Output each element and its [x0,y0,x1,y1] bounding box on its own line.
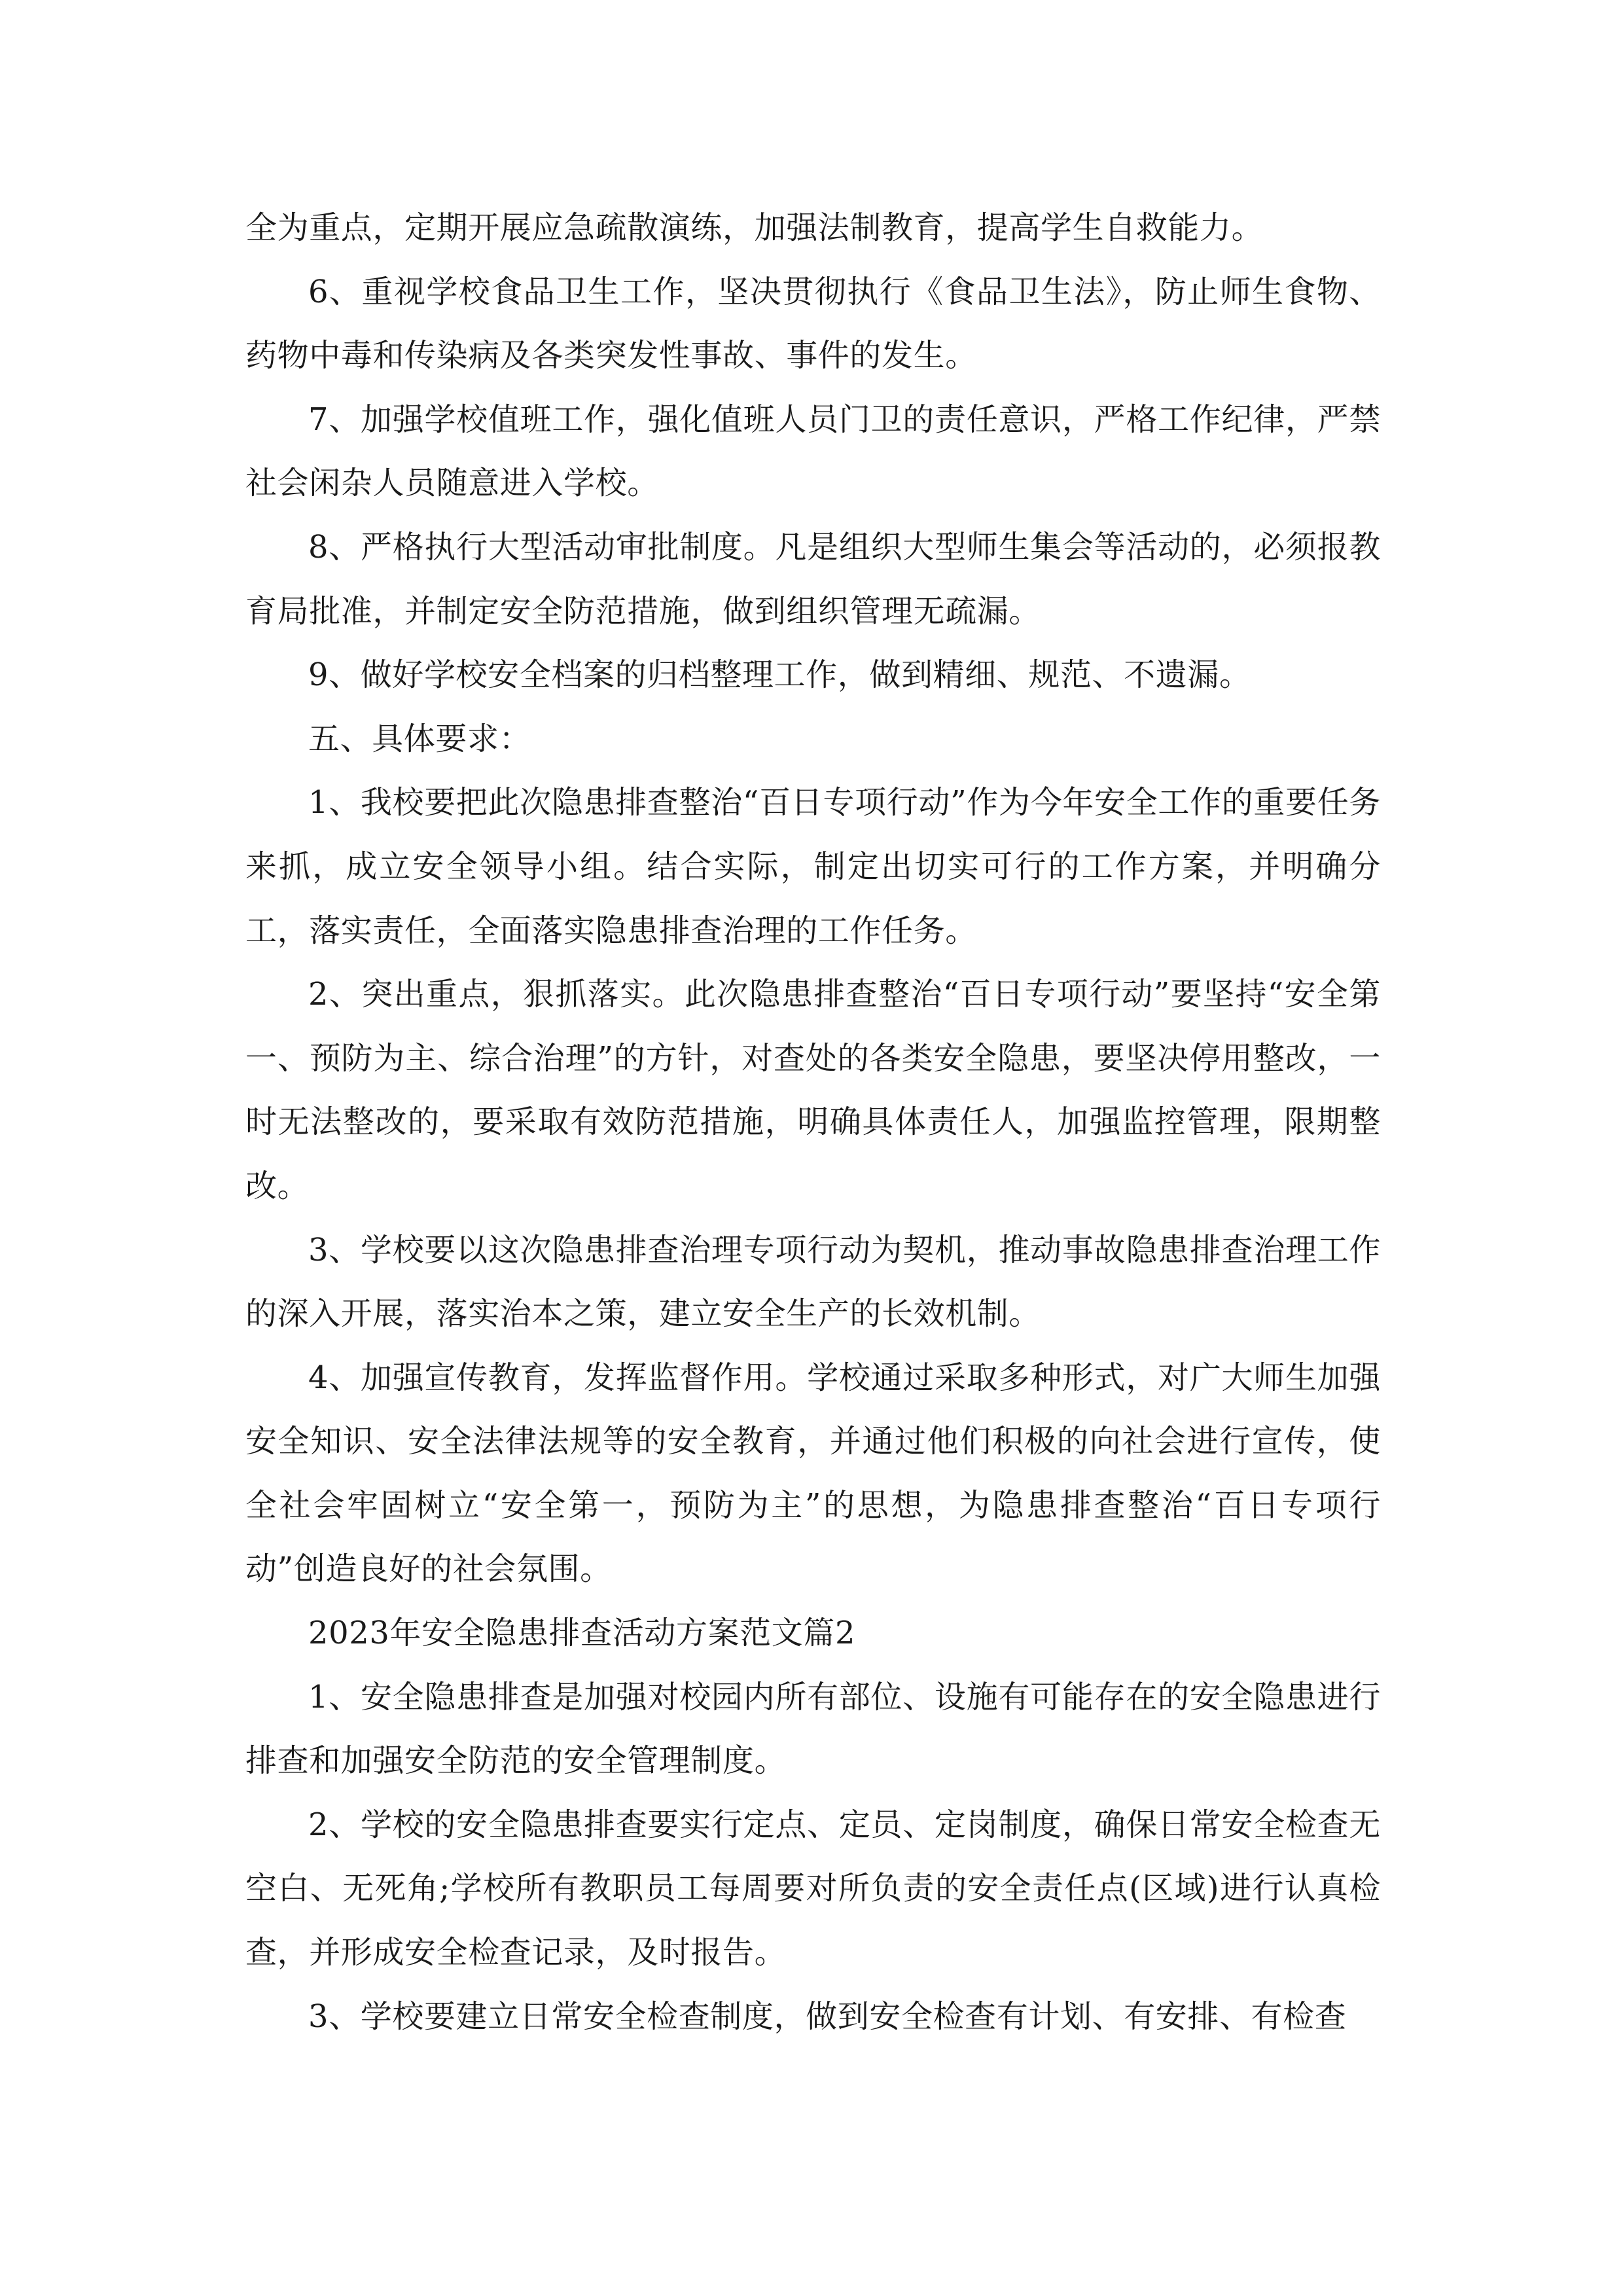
paragraph-item-7: 7、加强学校值班工作，强化值班人员门卫的责任意识，严格工作纪律，严禁社会闲杂人员随意进入学校。 [245,401,1381,502]
paragraph-part2-item-1: 1、安全隐患排查是加强对校园内所有部位、设施有可能存在的安全隐患进行排查和加强安全防范的安全管理制度。 [245,1678,1381,1780]
document-body [245,196,1381,2049]
paragraph-part2-item-2: 2、学校的安全隐患排查要实行定点、定员、定岗制度，确保日常安全检查无空白、无死角;学校所有教职员工每周要对所负责的安全责任点(区域)进行认真检查，并形成安全检查记录，及时报告。 [245,1806,1381,1971]
section-heading-requirements: 五、具体要求： [308,720,531,757]
paragraph-part2-item-3: 3、学校要建立日常安全检查制度，做到安全检查有计划、有安排、有检查 [308,1998,1347,2035]
paragraph-requirement-3: 3、学校要以这次隐患排查治理专项行动为契机，推动事故隐患排查治理工作的深入开展，落实治本之策，建立安全生产的长效机制。 [245,1231,1381,1333]
paragraph-item-8: 8、严格执行大型活动审批制度。凡是组织大型师生集会等活动的，必须报教育局批准，并制定安全防范措施，做到组织管理无疏漏。 [245,528,1381,630]
paragraph-item-6: 6、重视学校食品卫生工作，坚决贯彻执行《食品卫生法》，防止师生食物、药物中毒和传染病及各类突发性事故、事件的发生。 [245,273,1381,374]
article-title-part-2: 2023年安全隐患排查活动方案范文篇2 [308,1615,856,1652]
paragraph-item-9: 9、做好学校安全档案的归档整理工作，做到精细、规范、不遗漏。 [308,656,1251,694]
paragraph-requirement-1: 1、我校要把此次隐患排查整治“百日专项行动”作为今年安全工作的重要任务来抓，成立安全领导小组。结合实际，制定出切实可行的工作方案，并明确分工，落实责任，全面落实隐患排查治理的工作任务。 [245,784,1381,949]
paragraph-continuation: 全为重点，定期开展应急疏散演练，加强法制教育，提高学生自救能力。 [245,209,1264,246]
paragraph-requirement-4: 4、加强宣传教育，发挥监督作用。学校通过采取多种形式，对广大师生加强安全知识、安全法律法规等的安全教育，并通过他们积极的向社会进行宣传，使全社会牢固树立“安全第一，预防为主”的思想，为隐患排查整治“百日专项行动”创造良好的社会氛围。 [245,1359,1381,1588]
paragraph-requirement-2: 2、突出重点，狠抓落实。此次隐患排查整治“百日专项行动”要坚持“安全第一、预防为主、综合治理”的方针，对查处的各类安全隐患，要坚决停用整改，一时无法整改的，要采取有效防范措施，明确具体责任人，加强监控管理，限期整改。 [245,976,1381,1204]
